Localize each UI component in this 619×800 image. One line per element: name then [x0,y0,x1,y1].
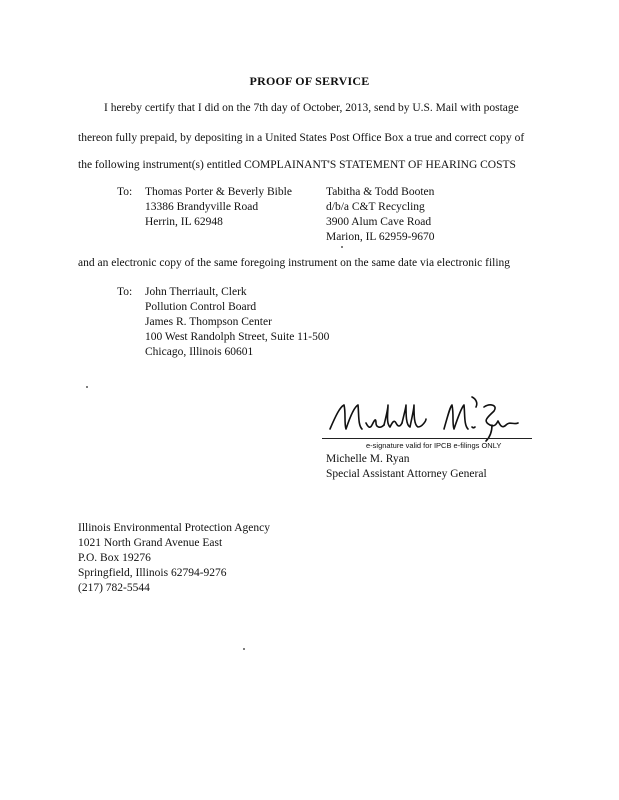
signature-note: e-signature valid for IPCB e-filings ONLY [366,441,502,450]
agency-line-2: 1021 North Grand Avenue East [78,537,223,549]
clerk-line-4: 100 West Randolph Street, Suite 11-500 [145,331,330,343]
stray-mark [341,246,343,248]
clerk-line-1: John Therriault, Clerk [145,286,247,298]
body-line-2: thereon fully prepaid, by depositing in a United States Post Office Box a true and correct copy of [78,132,525,144]
to-label: To: [117,186,133,198]
body-line-1: I hereby certify that I did on the 7th day of October, 2013, send by U.S. Mail with postage [104,102,519,114]
stray-mark [86,386,88,388]
agency-line-4: Springfield, Illinois 62794-9276 [78,567,227,579]
agency-line-3: P.O. Box 19276 [78,552,151,564]
clerk-line-3: James R. Thompson Center [145,316,272,328]
page-title: PROOF OF SERVICE [249,74,370,88]
signer-title: Special Assistant Attorney General [326,468,487,480]
clerk-line-5: Chicago, Illinois 60601 [145,346,254,358]
signer-name: Michelle M. Ryan [326,453,410,465]
recipient-right-line-2: d/b/a C&T Recycling [326,201,425,213]
to-label-2: To: [117,286,133,298]
agency-line-5: (217) 782-5544 [78,582,150,594]
recipient-right-line-1: Tabitha & Todd Booten [326,186,435,198]
recipient-left-line-1: Thomas Porter & Beverly Bible [145,186,292,198]
electronic-copy-line: and an electronic copy of the same foregoing instrument on the same date via electronic filing [78,257,511,269]
recipient-left-line-2: 13386 Brandyville Road [145,201,259,213]
recipient-right-line-3: 3900 Alum Cave Road [326,216,432,228]
agency-line-1: Illinois Environmental Protection Agency [78,522,270,534]
clerk-line-2: Pollution Control Board [145,301,257,313]
recipient-left-line-3: Herrin, IL 62948 [145,216,223,228]
stray-mark [243,648,245,650]
body-line-3: the following instrument(s) entitled COMPLAINANT'S STATEMENT OF HEARING COSTS [78,159,516,171]
recipient-right-line-4: Marion, IL 62959-9670 [326,231,435,243]
